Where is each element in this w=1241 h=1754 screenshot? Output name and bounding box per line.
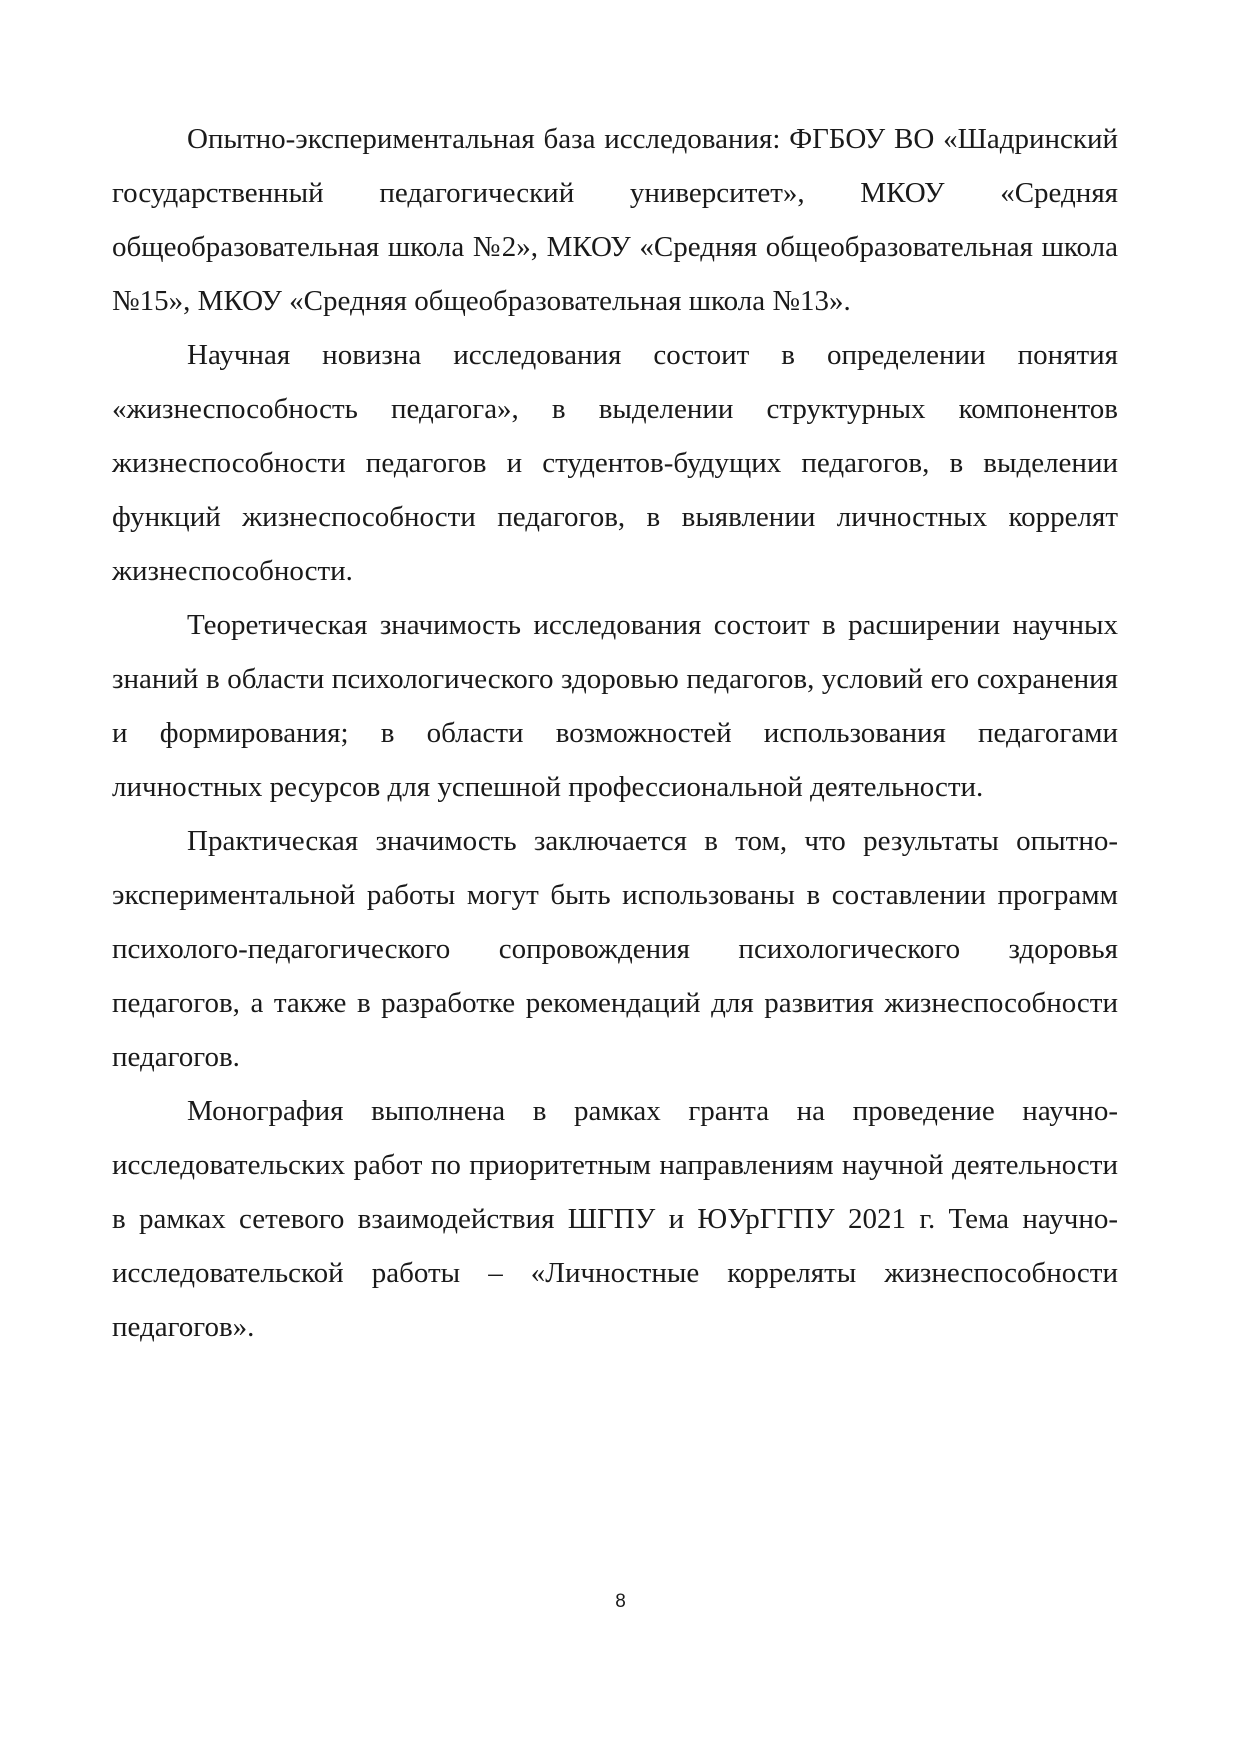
paragraph-experimental-base: Опытно-экспериментальная база исследования: ФГБОУ ВО «Шадринский государственный педагогический университет», МКОУ «Средняя общеобразовательная школа №2», МКОУ «Средняя общеобразовательная школа №15», МКОУ «Средняя общеобразовательная школа №13». [112,123,1118,317]
paragraph-practical-significance: Практическая значимость заключается в том, что результаты опытно-экспериментальной работы могут быть использованы в составлении программ психолого-педагогического сопровождения психологического здоровья педагогов, а также в разработке рекомендаций для развития жизнеспособности педагогов. [112,825,1118,1073]
paragraph-theoretical-significance: Теоретическая значимость исследования состоит в расширении научных знаний в области психологического здоровью педагогов, условий его сохранения и формирования; в области возможностей использования педагогами личностных ресурсов для успешной профессиональной деятельности. [112,609,1118,803]
page-number: 8 [615,1591,626,1612]
paragraph-grant-info: Монография выполнена в рамках гранта на проведение научно-исследовательских работ по приоритетным направлениям научной деятельности в рамках сетевого взаимодействия ШГПУ и ЮУрГГПУ 2021 г. Тема научно-исследовательской работы – «Личностные корреляты жизнеспособности педагогов». [112,1095,1118,1343]
body-text [112,112,1118,1354]
paragraph-scientific-novelty: Научная новизна исследования состоит в определении понятия «жизнеспособность педагога», в выделении структурных компонентов жизнеспособности педагогов и студентов-будущих педагогов, в выделении функций жизнеспособности педагогов, в выявлении личностных коррелят жизнеспособности. [112,339,1118,587]
